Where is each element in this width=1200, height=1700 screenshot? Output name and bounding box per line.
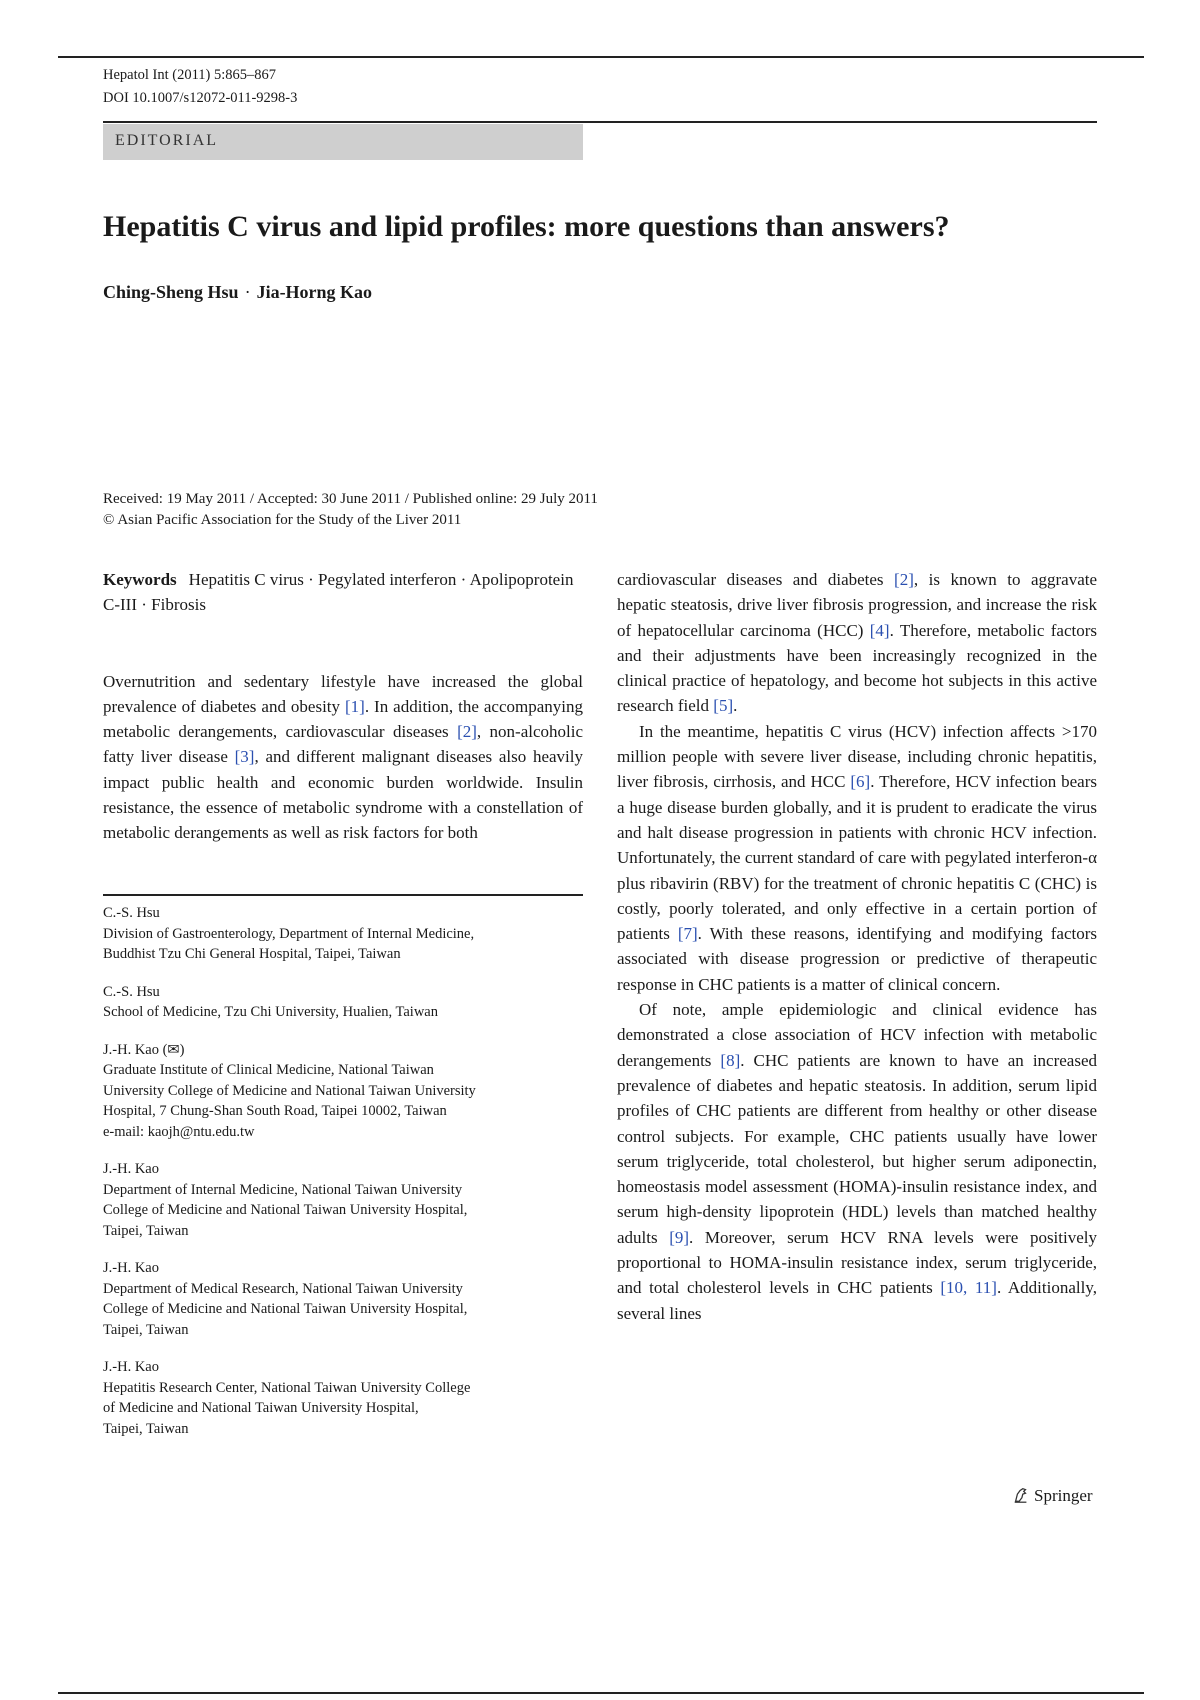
keywords-label: Keywords bbox=[103, 570, 177, 589]
author-name[interactable]: Ching-Sheng Hsu bbox=[103, 282, 239, 302]
text-run: Overnutrition and sedentary lifestyle have increased the global prevalence of diabetes and obesity bbox=[103, 671, 583, 716]
text-run: , is known to aggravate hepatic steatosis, drive liver fibrosis progression, and increase the risk of hepatocellular carcinoma (HCC) bbox=[617, 570, 1098, 640]
affiliation-line: College of Medicine and National Taiwan University Hospital, bbox=[103, 1202, 468, 1218]
affiliation bbox=[103, 1357, 583, 1439]
affiliation-line: Buddhist Tzu Chi General Hospital, Taipei, Taiwan bbox=[103, 946, 401, 962]
citation-link[interactable]: [10, 11] bbox=[940, 1278, 997, 1298]
affiliation-line: University College of Medicine and National Taiwan University bbox=[103, 1082, 476, 1099]
journal-info bbox=[103, 64, 297, 110]
doi[interactable]: DOI 10.1007/s12072-011-9298-3 bbox=[103, 90, 298, 106]
affiliation-line: Hepatitis Research Center, National Taiwan University College bbox=[103, 1379, 471, 1396]
body-paragraph bbox=[617, 719, 1097, 997]
affiliation-line: Taipei, Taiwan bbox=[103, 1321, 189, 1338]
citation-link[interactable]: [8] bbox=[720, 1050, 741, 1070]
affiliation bbox=[103, 1159, 583, 1241]
affiliation-line: Department of Internal Medicine, National Taiwan University bbox=[103, 1181, 463, 1198]
text-run: , non-alcoholic fatty liver disease bbox=[103, 722, 583, 767]
text-run: Of note, ample epidemiologic and clinical evidence has demonstrated a close association of HCV infection with metabolic derangements bbox=[617, 1000, 1097, 1070]
affiliation-line: Hospital, 7 Chung-Shan South Road, Taipei 10002, Taiwan bbox=[103, 1103, 447, 1119]
author-name[interactable]: Jia-Horng Kao bbox=[256, 282, 373, 302]
right-column bbox=[617, 567, 1097, 1326]
citation-link[interactable]: [6] bbox=[850, 772, 871, 792]
text-run: . In addition, the accompanying metabolic derangements, cardiovascular diseases bbox=[103, 696, 583, 742]
text-run: cardiovascular diseases and diabetes bbox=[617, 570, 895, 589]
author-list bbox=[103, 282, 372, 303]
publication-history: Received: 19 May 2011 / Accepted: 30 June 2011 / Published online: 29 July 2011 bbox=[103, 491, 598, 507]
affiliations bbox=[103, 903, 583, 1456]
text-run: In the meantime, hepatitis C virus (HCV) infection affects >170 million people with severe liver disease, including chronic hepatitis, liver fibrosis, cirrhosis, and HCC bbox=[617, 721, 1097, 792]
article-title: Hepatitis C virus and lipid profiles: more questions than answers? bbox=[103, 210, 950, 243]
article-dates bbox=[103, 489, 598, 531]
copyright-line: © Asian Pacific Association for the Study of the Liver 2011 bbox=[103, 512, 462, 528]
left-column bbox=[103, 567, 583, 846]
citation-link[interactable]: [5] bbox=[713, 696, 734, 716]
section-label-bar bbox=[103, 124, 583, 160]
citation-link[interactable]: [2] bbox=[894, 570, 914, 589]
publisher-name: Springer bbox=[1034, 1486, 1093, 1505]
affiliation-name: J.-H. Kao (✉) bbox=[103, 1041, 185, 1058]
affiliation-name: J.-H. Kao bbox=[103, 1359, 159, 1375]
publisher-logo bbox=[1012, 1486, 1093, 1506]
email-link[interactable]: e-mail: kaojh@ntu.edu.tw bbox=[103, 1123, 255, 1140]
affiliation-name: C.-S. Hsu bbox=[103, 905, 160, 921]
journal-citation: Hepatol Int (2011) 5:865–867 bbox=[103, 67, 277, 83]
author-separator: · bbox=[244, 282, 251, 302]
affiliation-rule bbox=[103, 894, 583, 896]
text-run: . With these reasons, identifying and modifying factors associated with disease progression or predictive of therapeutic response in CHC patients is a matter of clinical concern. bbox=[617, 924, 1097, 994]
affiliation-line: Graduate Institute of Clinical Medicine, National Taiwan bbox=[103, 1062, 434, 1078]
affiliation bbox=[103, 1040, 583, 1143]
springer-horse-icon bbox=[1012, 1486, 1030, 1504]
affiliation-name: J.-H. Kao bbox=[103, 1161, 159, 1177]
keywords-text: Hepatitis C virus · Pegylated interferon · Apolipoprotein C-III · Fibrosis bbox=[103, 570, 574, 615]
text-run: . Therefore, metabolic factors and their adjustments have been increasingly recognized in the clinical practice of hepatology, and become hot subjects in this active research field bbox=[617, 620, 1097, 716]
affiliation-line: School of Medicine, Tzu Chi University, Hualien, Taiwan bbox=[103, 1004, 438, 1020]
body-paragraph bbox=[617, 567, 1097, 719]
text-run: . bbox=[733, 696, 738, 716]
affiliation-line: Taipei, Taiwan bbox=[103, 1420, 189, 1437]
text-run: . Moreover, serum HCV RNA levels were positively proportional to HOMA-insulin resistance index, serum triglyceride, and total cholesterol levels in CHC patients bbox=[617, 1227, 1097, 1298]
body-paragraph bbox=[617, 997, 1097, 1326]
citation-link[interactable]: [3] bbox=[234, 747, 255, 767]
citation-link[interactable]: [2] bbox=[457, 722, 477, 742]
keywords bbox=[103, 567, 583, 618]
affiliation bbox=[103, 982, 583, 1023]
affiliation-line: Taipei, Taiwan bbox=[103, 1222, 189, 1239]
affiliation-line: College of Medicine and National Taiwan University Hospital, bbox=[103, 1301, 468, 1317]
text-run: . Therefore, HCV infection bears a huge disease burden globally, and it is prudent to eradicate the virus and halt disease progression in patients with chronic HCV infection. Unfortunately, the current standard of care with pegylated interferon-α plus ribavirin (RBV) for the treatment of chronic hepatitis C (CHC) is costly, poorly tolerated, and only effective in a certain portion of patients bbox=[617, 772, 1098, 944]
header-rule bbox=[103, 121, 1097, 123]
text-run: , and different malignant diseases also heavily impact public health and economic burden worldwide. Insulin resistance, the essence of metabolic syndrome with a constellation of metabolic derangements as well as risk factors for both bbox=[103, 747, 584, 843]
citation-link[interactable]: [4] bbox=[869, 620, 890, 640]
bottom-rule bbox=[58, 1692, 1144, 1694]
text-run: . CHC patients are known to have an increased prevalence of diabetes and hepatic steatosis. In addition, serum lipid profiles of CHC patients are different from healthy or other disease control subjects. For example, CHC patients usually have lower serum triglyceride, total cholesterol, but higher serum adiponectin, homeostasis model assessment (HOMA)-insulin resistance index, and serum high-density lipoprotein (HDL) levels than matched healthy adults bbox=[617, 1050, 1097, 1247]
affiliation-line: Department of Medical Research, National Taiwan University bbox=[103, 1280, 463, 1297]
affiliation-line: Division of Gastroenterology, Department of Internal Medicine, bbox=[103, 925, 475, 942]
citation-link[interactable]: [7] bbox=[677, 924, 698, 944]
affiliation-name: C.-S. Hsu bbox=[103, 983, 160, 1000]
affiliation bbox=[103, 903, 583, 965]
text-run: . Additionally, several lines bbox=[617, 1278, 1097, 1323]
section-label: EDITORIAL bbox=[115, 132, 219, 149]
affiliation-name: J.-H. Kao bbox=[103, 1260, 159, 1276]
affiliation-line: of Medicine and National Taiwan University Hospital, bbox=[103, 1400, 419, 1416]
affiliation bbox=[103, 1258, 583, 1340]
citation-link[interactable]: [1] bbox=[345, 696, 365, 716]
top-rule bbox=[58, 56, 1144, 58]
citation-link[interactable]: [9] bbox=[669, 1227, 690, 1247]
body-paragraph bbox=[103, 669, 583, 846]
